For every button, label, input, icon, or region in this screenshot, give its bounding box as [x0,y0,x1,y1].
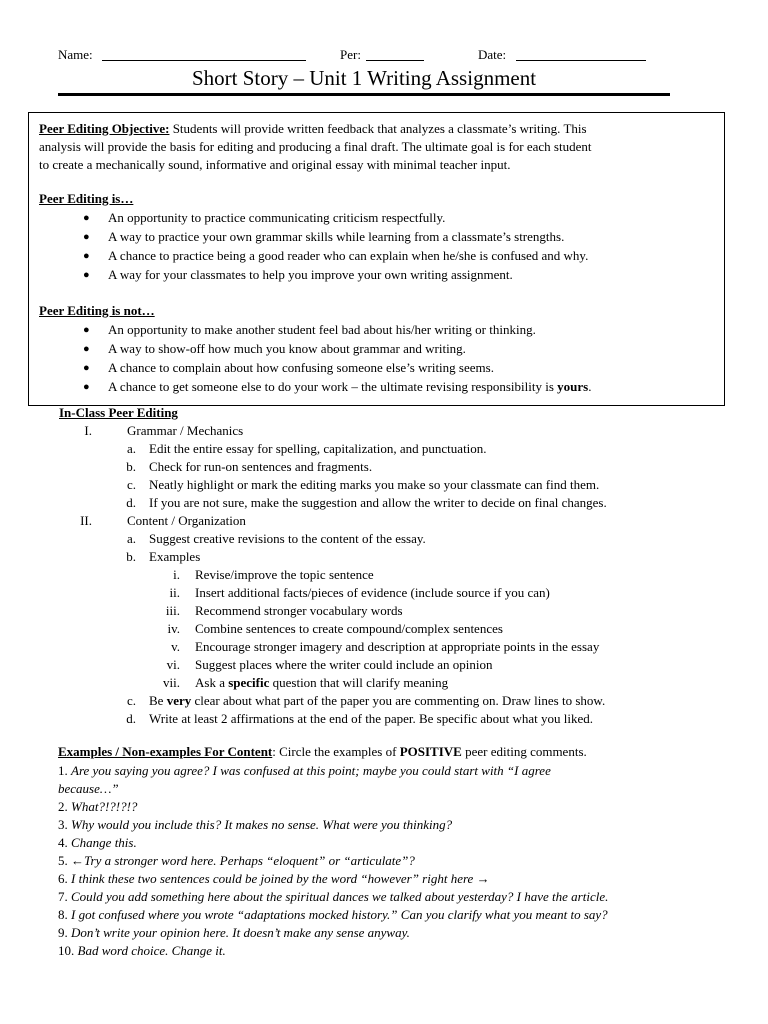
examples-heading: Examples / Non-examples For Content [58,744,273,759]
name-label: Name: [58,47,93,62]
item-letter: c. [126,477,136,492]
bullet-icon: ● [83,362,90,374]
section-title: Content / Organization [127,513,246,528]
bullet-icon: ● [83,231,90,243]
header-fields [58,46,668,66]
is-list [39,209,714,285]
item-letter: b. [126,459,136,474]
list-item: 9. Don’t write your opinion here. It doesn’t make any sense anyway. [58,925,410,940]
bullet-icon: ● [83,269,90,281]
list-item: ● A way to show-off how much you know about grammar and writing. [83,341,466,356]
list-item: 4. Change this. [58,835,137,850]
item-letter: a. [126,441,136,456]
list-item: 6. I think these two sentences could be joined by the word “however” right here → [58,871,490,886]
list-item: ● A way for your classmates to help you improve your own writing assignment. [83,267,513,282]
sub-roman: iv. [167,621,180,636]
list-item: Examples [149,549,201,564]
bullet-icon: ● [83,324,90,336]
isnot-list [39,321,714,397]
title-divider [58,93,670,96]
list-item: If you are not sure, make the suggestion and allow the writer to decide on final changes. [149,495,607,510]
per-blank[interactable] [366,46,424,66]
list-item: Combine sentences to create compound/complex sentences [195,621,503,636]
list-item: Ask a specific question that will clarify meaning [195,675,449,690]
list-item: ● A chance to get someone else to do your work – the ultimate revising responsibility is yours. [83,379,592,394]
list-item: Encourage stronger imagery and description at appropriate points in the essay [195,639,600,654]
item-letter: d. [126,711,136,726]
peer-editing-box [28,112,725,406]
objective-heading: Peer Editing Objective: [39,121,170,136]
sub-roman: vi. [166,657,180,672]
list-item: Be very clear about what part of the paper you are commenting on. Draw lines to show. [149,693,606,708]
list-item: ● A way to practice your own grammar skills while learning from a classmate’s strengths. [83,229,565,244]
list-item: ● An opportunity to practice communicating criticism respectfully. [83,210,446,225]
section-numeral: I. [84,423,92,438]
list-item: ● An opportunity to make another student feel bad about his/her writing or thinking. [83,322,536,337]
is-heading: Peer Editing is… [39,191,134,206]
list-item: 1. Are you saying you agree? I was confused at this point; maybe you could start with “I agree [58,763,551,778]
list-item: Revise/improve the topic sentence [195,567,374,582]
objective-text-3: to create a mechanically sound, informative and original essay with minimal teacher input. [39,157,511,172]
list-item: 2. What?!?!?!? [58,799,138,814]
per-label: Per: [340,47,361,62]
sub-roman: vii. [163,675,180,690]
list-item: Suggest creative revisions to the content of the essay. [149,531,426,546]
sub-roman: ii. [169,585,180,600]
bullet-icon: ● [83,343,90,355]
list-item: 5. ←Try a stronger word here. Perhaps “eloquent” or “articulate”? [58,853,415,868]
bullet-icon: ● [83,381,90,393]
objective-paragraph [39,120,714,174]
list-item: ● A chance to practice being a good reader who can explain when he/she is confused and why. [83,248,589,263]
list-item: 10. Bad word choice. Change it. [58,943,226,958]
item-letter: c. [126,693,136,708]
list-item: Write at least 2 affirmations at the end of the paper. Be specific about what you liked. [149,711,593,726]
list-item: because…” [58,781,119,796]
sub-roman: i. [173,567,180,582]
list-item: Edit the entire essay for spelling, capitalization, and punctuation. [149,441,487,456]
list-item: Insert additional facts/pieces of evidence (include source if you can) [195,585,550,600]
date-label: Date: [478,47,507,62]
page-title: Short Story – Unit 1 Writing Assignment [191,66,537,90]
isnot-heading: Peer Editing is not… [39,303,155,318]
list-item: Neatly highlight or mark the editing marks you make so your classmate can find them. [149,477,600,492]
list-item: Recommend stronger vocabulary words [195,603,403,618]
sub-roman: v. [171,639,180,654]
item-letter: d. [126,495,136,510]
name-blank[interactable] [102,46,306,66]
objective-text-1: Students will provide written feedback that analyzes a classmate’s writing. This [169,121,587,136]
arrow-left-icon: ← [71,853,84,868]
objective-text-2: analysis will provide the basis for editing and producing a final draft. The ultimate goal is for each student [39,139,592,154]
item-letter: a. [126,531,136,546]
outline-heading: In-Class Peer Editing [59,405,178,420]
examples-intro: Examples / Non-examples For Content: Circle the examples of POSITIVE peer editing comments. [58,744,587,759]
bullet-icon: ● [83,212,90,224]
list-item: 3. Why would you include this? It makes no sense. What were you thinking? [58,817,453,832]
list-item: ● A chance to complain about how confusing someone else’s writing seems. [83,360,494,375]
list-item: 8. I got confused where you wrote “adaptations mocked history.” Can you clarify what you meant to say? [58,907,608,922]
list-item: Check for run-on sentences and fragments. [149,459,373,474]
sub-roman: iii. [165,603,180,618]
bullet-icon: ● [83,250,90,262]
item-letter: b. [126,549,136,564]
date-blank[interactable] [516,46,646,66]
list-item: 7. Could you add something here about the spiritual dances we talked about yesterday? I have the article. [58,889,609,904]
list-item: Suggest places where the writer could include an opinion [195,657,493,672]
section-numeral: II. [80,513,92,528]
arrow-right-icon: → [476,871,490,886]
section-title: Grammar / Mechanics [127,423,244,438]
